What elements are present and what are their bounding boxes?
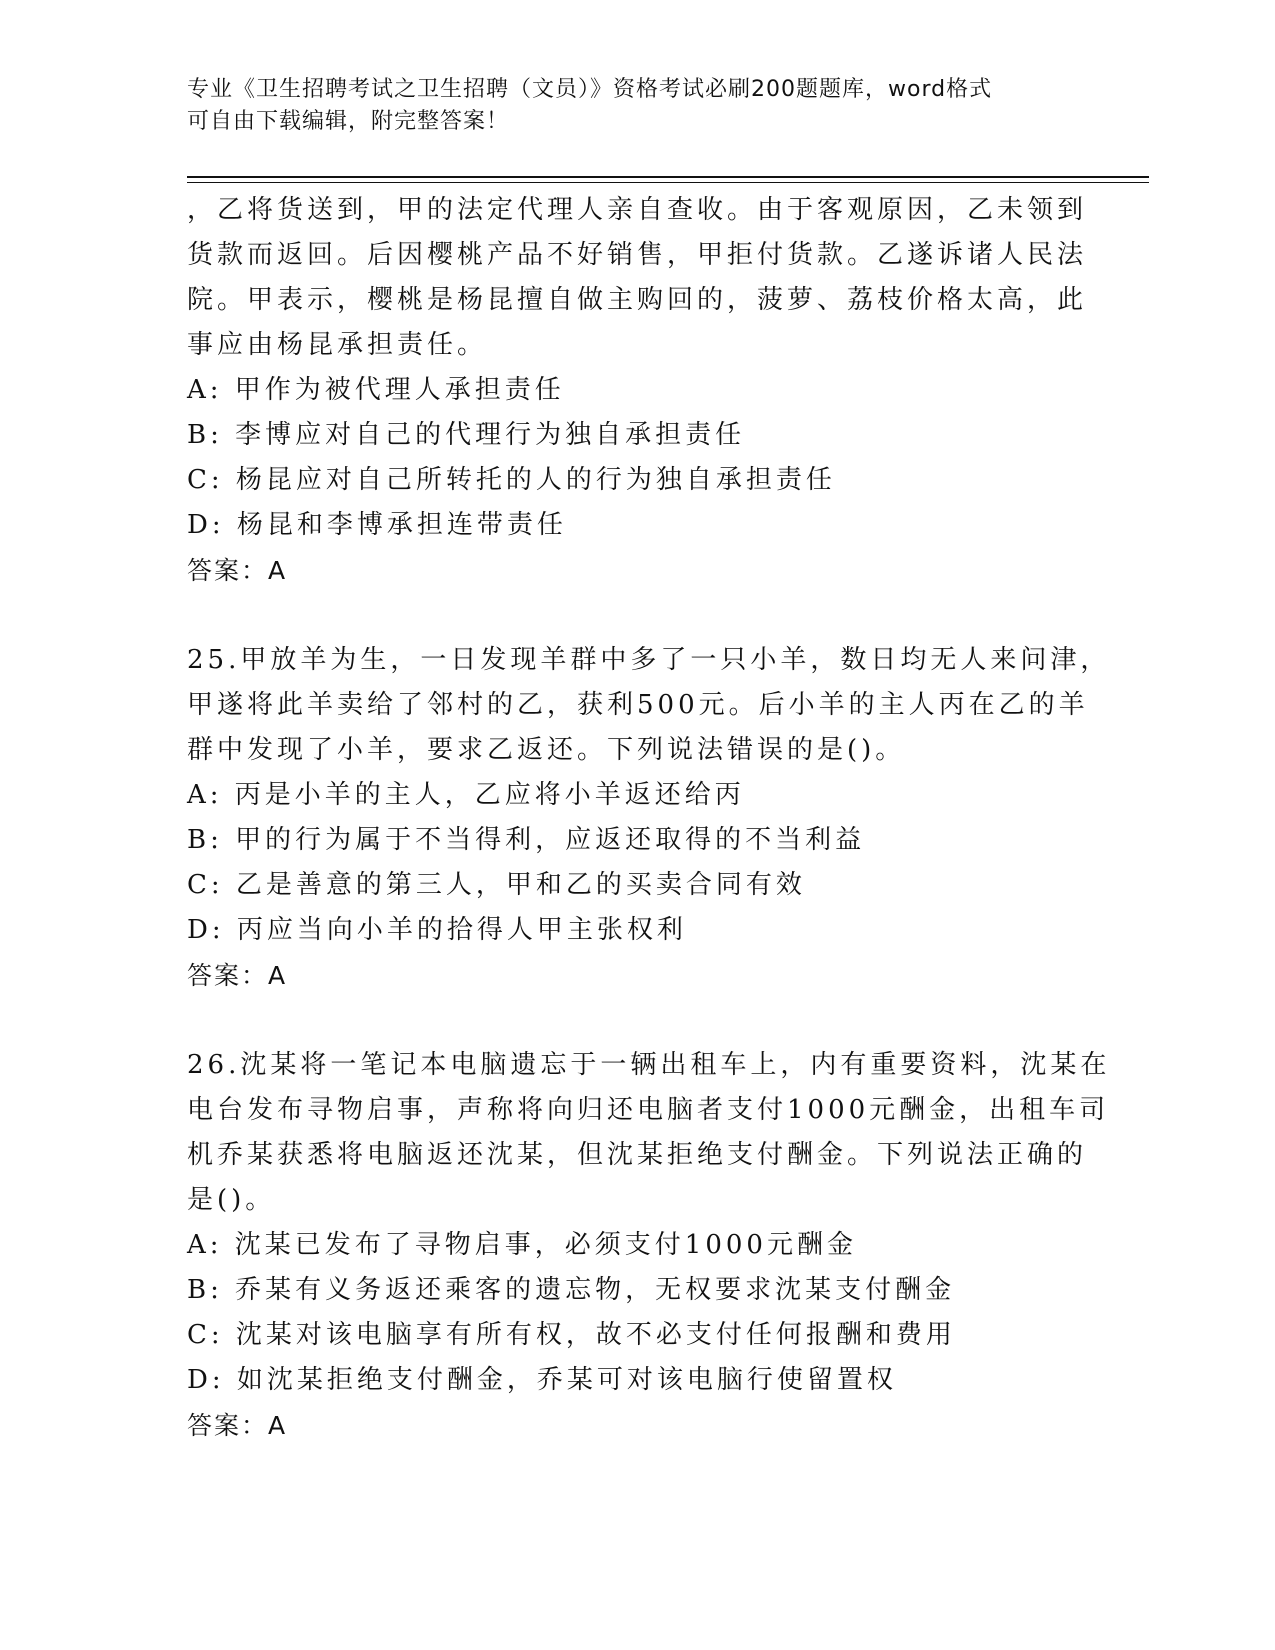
spacer — [187, 999, 1067, 1043]
header-line-1: 专业《卫生招聘考试之卫生招聘（文员）》资格考试必刷200题题库，word格式 — [187, 77, 993, 102]
header-line-2: 可自由下载编辑，附完整答案！ — [187, 109, 510, 134]
document-header — [187, 74, 1067, 138]
header-rule-thin — [187, 182, 1149, 183]
option-a: A: 甲作为被代理人承担责任 — [187, 375, 565, 405]
header-rule-thick — [187, 176, 1149, 178]
option-b: B: 乔某有义务返还乘客的遗忘物，无权要求沈某支付酬金 — [187, 1275, 956, 1305]
question-stem-line: 群中发现了小羊，要求乙返还。下列说法错误的是()。 — [187, 735, 906, 765]
question-content — [187, 188, 1111, 1449]
option-b: B: 李博应对自己的代理行为独自承担责任 — [187, 420, 746, 450]
answer-label: 答案：A — [187, 961, 288, 990]
option-b: B: 甲的行为属于不当得利，应返还取得的不当利益 — [187, 825, 866, 855]
question-stem-line: 甲遂将此羊卖给了邻村的乙，获利500元。后小羊的主人丙在乙的羊 — [187, 690, 1089, 720]
question-stem-line: 电台发布寻物启事，声称将向归还电脑者支付1000元酬金，出租车司 — [187, 1095, 1110, 1125]
option-a: A: 丙是小羊的主人，乙应将小羊返还给丙 — [187, 780, 745, 810]
option-c: C: 沈某对该电脑享有所有权，故不必支付任何报酬和费用 — [187, 1320, 956, 1350]
question-stem-line: 事应由杨昆承担责任。 — [187, 330, 488, 360]
question-25-block — [187, 638, 1111, 999]
option-c: C: 乙是善意的第三人，甲和乙的买卖合同有效 — [187, 870, 806, 900]
answer-label: 答案：A — [187, 1411, 288, 1440]
question-stem-line: ，乙将货送到，甲的法定代理人亲自查收。由于客观原因，乙未领到 — [187, 195, 1088, 225]
spacer — [187, 594, 1067, 638]
answer-label: 答案：A — [187, 556, 288, 585]
question-24-block — [187, 188, 1088, 594]
question-stem-line: 是()。 — [187, 1185, 276, 1215]
question-stem-line: 货款而返回。后因樱桃产品不好销售，甲拒付货款。乙遂诉诸人民法 — [187, 240, 1088, 270]
question-stem-line: 25.甲放羊为生，一日发现羊群中多了一只小羊，数日均无人来问津， — [187, 645, 1111, 675]
option-a: A: 沈某已发布了寻物启事，必须支付1000元酬金 — [187, 1230, 857, 1260]
question-stem-line: 院。甲表示，樱桃是杨昆擅自做主购回的，菠萝、荔枝价格太高，此 — [187, 285, 1088, 315]
option-d: D: 丙应当向小羊的拾得人甲主张权利 — [187, 915, 687, 945]
question-stem-line: 26.沈某将一笔记本电脑遗忘于一辆出租车上，内有重要资料，沈某在 — [187, 1050, 1111, 1080]
question-26-block — [187, 1043, 1111, 1449]
option-d: D: 如沈某拒绝支付酬金，乔某可对该电脑行使留置权 — [187, 1365, 897, 1395]
option-c: C: 杨昆应对自己所转托的人的行为独自承担责任 — [187, 465, 836, 495]
question-stem-line: 机乔某获悉将电脑返还沈某，但沈某拒绝支付酬金。下列说法正确的 — [187, 1140, 1088, 1170]
option-d: D: 杨昆和李博承担连带责任 — [187, 510, 567, 540]
